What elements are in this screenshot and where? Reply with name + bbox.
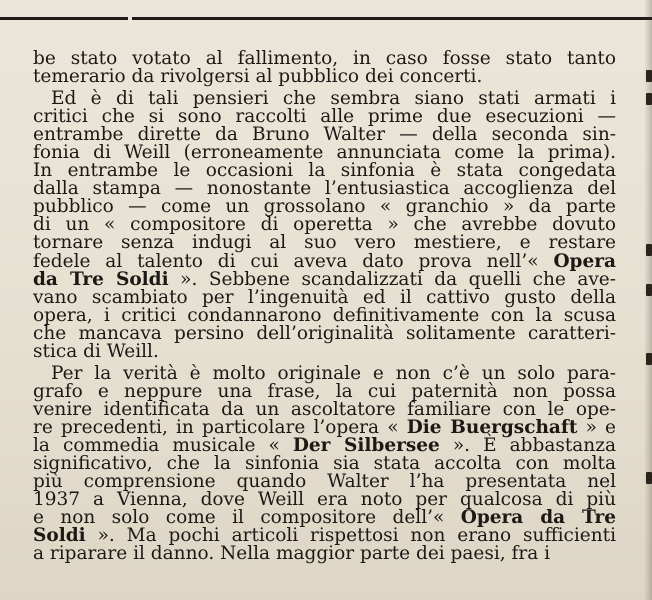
text-run: significativo, che la sinfonia sia stata accolta con molta [33,453,616,475]
text-run: pubblico — come un grossolano « granchio » da parte [33,196,616,218]
text-run: grafo e neppure una frase, la cui paternità non possa [33,380,616,402]
text-run: be stato votato al fallimento, in caso fosse stato tanto [33,48,616,69]
text-run: e non solo come il compositore dell’« [33,507,461,529]
text-run: di un « compositore di operetta » che avrebbe dovuto [33,214,616,236]
text-line [33,68,616,86]
text-run: venire identificata da un ascoltatore familiare con le ope- [33,398,616,420]
paragraph [33,90,616,361]
paragraph [33,362,617,565]
text-run: vano scambiato per l’ingenuità ed il cattivo gusto della [33,286,616,308]
text-run: stica di Weill. [33,340,159,362]
bold-title-text: Der Silbersee [292,434,440,456]
text-run: 1937 a Vienna, dove Weill era noto per qualcosa di più [33,489,616,511]
text-run: ». Ma pochi articoli rispettosi non erano sufficienti [85,525,616,547]
text-run: dalla stampa — nonostante l’entusiastica accoglienza del [33,178,616,200]
bold-title-text: da Tre Soldi [33,268,169,290]
margin-mark [646,93,652,105]
header-rule-right [132,17,652,20]
header-rule-left [0,17,128,20]
text-run: a riparare il danno. Nella maggior parte dei paesi, fra i [33,543,551,565]
margin-mark [646,472,652,484]
text-run: Ed è di tali pensieri che sembra siano stati armati i [51,88,616,110]
bold-title-text: Opera [553,250,616,272]
text-run: opera, i critici condannarono definitivamente con la scusa [33,304,616,326]
margin-mark [646,70,652,82]
text-run: temerario da rivolgersi al pubblico dei concerti. [33,66,483,88]
text-line [33,340,616,362]
bold-title-text: Die Buergschaft [406,416,578,438]
text-run: entrambe dirette da Bruno Walter — della seconda sin- [33,124,616,146]
text-run: la commedia musicale « [33,434,293,456]
text-column [33,50,616,563]
text-run: In entrambe le occasioni la sinfonia è stata congedata [33,160,616,182]
text-run: Per la verità è molto originale e non c’è un solo para- [51,362,616,384]
text-run: ». È abbastanza [439,434,616,456]
text-run: fedele al talento di cui aveva dato prova nell’« [33,250,554,272]
text-run: ». Sebbene scandalizzati da quelli che ave- [168,268,617,290]
text-line [33,545,616,563]
text-run: re precedenti, in particolare l’opera « [33,416,407,438]
margin-mark [646,284,652,296]
page-edge-shadow [644,0,652,600]
margin-mark [646,244,652,256]
bold-title-text: Opera da Tre [460,507,616,529]
text-run: critici che si sono raccolti alle prime due esecuzioni — [33,106,616,128]
text-run: » e [577,416,617,438]
margin-mark [646,353,652,365]
text-run: che mancava persino dell’originalità solitamente caratteri- [33,322,616,344]
text-run: fonia di Weill (erroneamente annunciata come la prima). [33,142,616,164]
text-run: più comprensione quando Walter l’ha presentata nel [33,471,616,493]
paragraph [33,50,616,86]
text-run: tornare senza indugi al suo vero mestiere, e restare [33,232,616,254]
bold-title-text: Soldi [33,525,86,547]
